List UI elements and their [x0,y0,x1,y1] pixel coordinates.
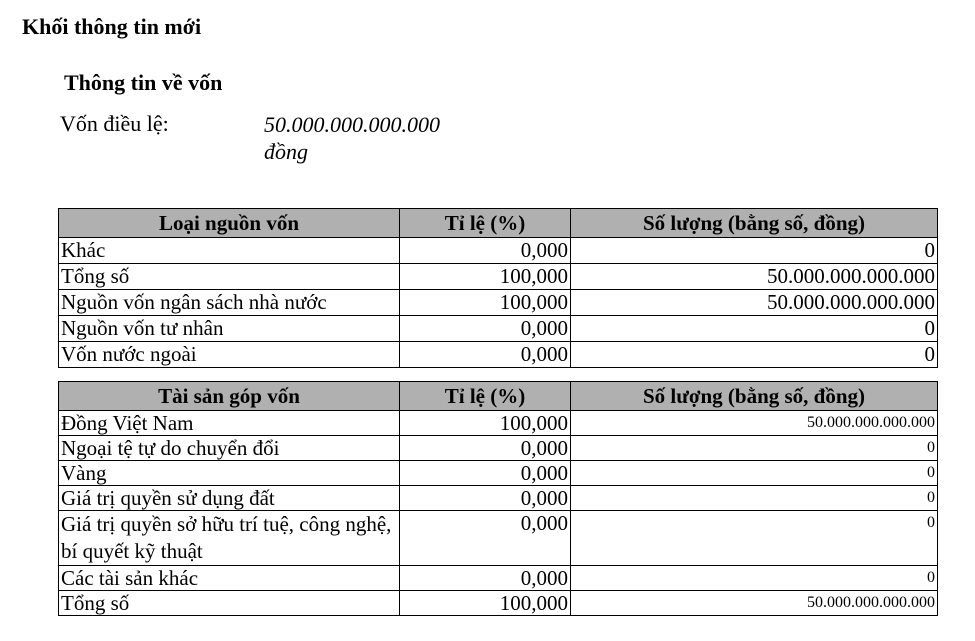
header-source-type: Loại nguồn vốn [59,209,400,238]
row-ratio: 0,000 [400,238,571,264]
row-amount: 0 [571,238,938,264]
contributed-assets-table [58,381,938,616]
header-asset-type: Tài sản góp vốn [59,382,400,411]
header-amount: Số lượng (bằng số, đồng) [571,209,938,238]
table-header-row [59,382,938,411]
row-label: Vốn nước ngoài [59,342,400,368]
section-title: Khối thông tin mới [22,14,202,39]
row-amount: 0 [571,461,938,486]
table-row [59,511,938,566]
capital-info-title: Thông tin về vốn [64,70,223,95]
row-amount: 50.000.000.000.000 [571,290,938,316]
table-row [59,486,938,511]
row-label: Khác [59,238,400,264]
row-label: Nguồn vốn ngân sách nhà nước [59,290,400,316]
row-label: Vàng [59,461,400,486]
table-row [59,436,938,461]
row-label: Đồng Việt Nam [59,411,400,436]
charter-capital-label: Vốn điều lệ: [60,111,169,136]
row-amount: 0 [571,342,938,368]
table-row [59,290,938,316]
row-ratio: 0,000 [400,342,571,368]
row-label: Giá trị quyền sở hữu trí tuệ, công nghệ, bí quyết kỹ thuật [59,511,400,566]
row-label: Nguồn vốn tư nhân [59,316,400,342]
row-amount: 0 [571,316,938,342]
header-amount: Số lượng (bằng số, đồng) [571,382,938,411]
header-ratio: Tỉ lệ (%) [400,382,571,411]
table-row [59,566,938,591]
row-amount: 50.000.000.000.000 [571,411,938,436]
row-amount: 0 [571,486,938,511]
table-row [59,264,938,290]
row-ratio: 0,000 [400,486,571,511]
charter-capital-value: 50.000.000.000.000 đồng [264,112,440,164]
capital-source-table [58,208,938,368]
row-label: Tổng số [59,264,400,290]
table-row [59,461,938,486]
row-ratio: 100,000 [400,591,571,616]
row-ratio: 0,000 [400,566,571,591]
row-amount: 50.000.000.000.000 [571,264,938,290]
row-ratio: 100,000 [400,264,571,290]
row-amount: 0 [571,436,938,461]
row-amount: 0 [571,511,938,566]
table-row [59,411,938,436]
row-label: Ngoại tệ tự do chuyển đổi [59,436,400,461]
row-ratio: 100,000 [400,290,571,316]
row-ratio: 0,000 [400,436,571,461]
row-amount: 50.000.000.000.000 [571,591,938,616]
row-ratio: 0,000 [400,461,571,486]
table-row [59,342,938,368]
header-ratio: Tỉ lệ (%) [400,209,571,238]
row-label: Giá trị quyền sử dụng đất [59,486,400,511]
table-header-row [59,209,938,238]
row-label: Tổng số [59,591,400,616]
row-label: Các tài sản khác [59,566,400,591]
row-ratio: 100,000 [400,411,571,436]
row-ratio: 0,000 [400,511,571,566]
row-ratio: 0,000 [400,316,571,342]
table-row [59,316,938,342]
row-amount: 0 [571,566,938,591]
table-row [59,591,938,616]
table-row [59,238,938,264]
